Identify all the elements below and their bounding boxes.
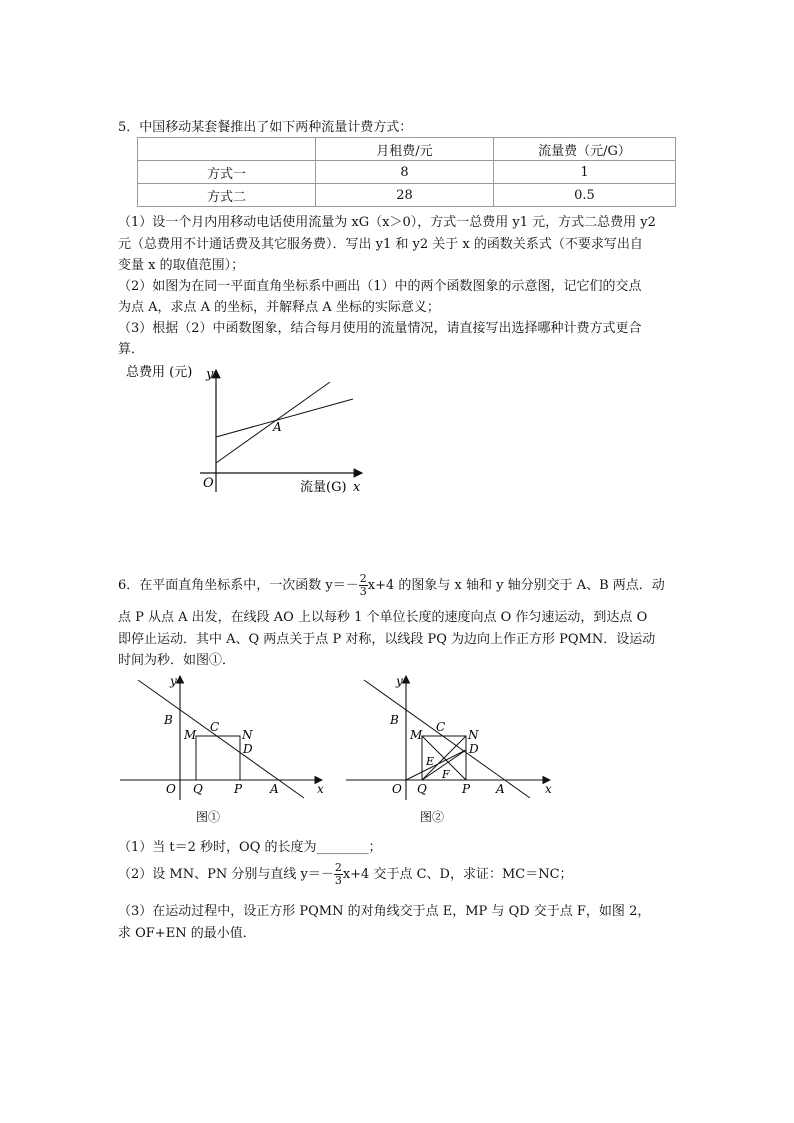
q6-part3-line1: （3）在运动过程中，设正方形 PQMN 的对角线交于点 E，MP 与 QD 交于点 F，如图 2， [118, 904, 651, 919]
point-b-label: B [164, 713, 173, 727]
line-plan-two [216, 399, 353, 437]
q6-part2-pre: （2）设 MN、PN 分别与直线 y＝－ [118, 867, 334, 882]
q6-line2: 点 P 从点 A 出发，在线段 AO 上以每秒 1 个单位长度的速度向点 O 作匀速运动，到达点 O [118, 610, 648, 625]
fraction-denominator: 3 [334, 874, 342, 887]
point-n-label: N [242, 728, 253, 742]
table-row [138, 161, 676, 184]
table-header-cell: 流量费（元/G） [494, 138, 676, 161]
origin-label: O [203, 476, 214, 491]
q5-part3-line1: （3）根据（2）中函数图象，结合每月使用的流量情况，请直接写出选择哪种计费方式更合 [118, 321, 642, 336]
y-letter: y [170, 674, 177, 688]
point-a-label: A [496, 782, 505, 796]
fee-table [137, 137, 676, 207]
point-c-label: C [210, 720, 220, 734]
table-cell: 方式一 [138, 161, 316, 184]
point-p-label: P [462, 782, 471, 796]
point-b-label: B [390, 713, 399, 727]
fraction-numerator: 2 [334, 861, 342, 874]
q5-part1-line1: （1）设一个月内用移动电话使用流量为 xG（x＞0），方式一总费用 y1 元，方式二总费用 y2 [118, 215, 656, 230]
y-axis-title: 总费用 (元) [126, 365, 193, 380]
table-cell: 1 [494, 161, 676, 184]
q6-line3: 即停止运动．其中 A、Q 两点关于点 P 对称，以线段 PQ 为边向上作正方形 PQMN．设运动 [118, 632, 656, 647]
fraction-denominator: 3 [359, 585, 367, 598]
x-axis-title: 流量(G) [300, 480, 347, 495]
x-letter: x [545, 782, 552, 796]
segment-of [406, 750, 466, 780]
x-letter: x [317, 782, 324, 796]
fraction [334, 862, 343, 887]
q5-part1-line2: 元（总费用不计通话费及其它服务费）．写出 y1 和 y2 关于 x 的函数关系式（不要求写出自 [118, 237, 643, 252]
point-f-label: F [442, 768, 450, 781]
origin-label: O [392, 782, 402, 796]
figure-2 [338, 668, 563, 830]
table-cell: 28 [316, 184, 494, 207]
q6-line4: 时间为秒．如图①． [118, 653, 236, 668]
table-cell: 方式二 [138, 184, 316, 207]
q6-part2 [118, 862, 678, 887]
fraction-numerator: 2 [359, 572, 367, 585]
square-pqmn [196, 736, 240, 780]
fee-graph [110, 360, 380, 500]
table-cell: 8 [316, 161, 494, 184]
table-header-row [138, 138, 676, 161]
q5-part2-line2: 为点 A，求点 A 的坐标，并解释点 A 坐标的实际意义； [118, 300, 440, 315]
q5-part3-line2: 算． [118, 342, 145, 357]
y-axis-letter: y [206, 367, 214, 382]
origin-label: O [166, 782, 176, 796]
x-axis-letter: x [353, 480, 361, 495]
point-e-label: E [426, 755, 435, 768]
point-a-label: A [270, 782, 279, 796]
figure-1-caption: 图① [196, 810, 221, 824]
q5-part1-line3: 变量 x 的取值范围）； [118, 258, 245, 273]
fraction [359, 573, 368, 598]
figure-2-caption: 图② [420, 810, 445, 824]
q5-part2-line1: （2）如图为在同一平面直角坐标系中画出（1）中的两个函数图象的示意图，记它们的交点 [118, 279, 642, 294]
q6-line1 [118, 573, 678, 598]
q6-part1: （1）当 t＝2 秒时，OQ 的长度为________； [118, 840, 382, 855]
y-letter: y [396, 674, 403, 688]
q6-part2-post: x+4 交于点 C、D，求证：MC＝NC； [342, 867, 573, 882]
table-header-cell: 月租费/元 [316, 138, 494, 161]
point-m-label: M [410, 728, 423, 742]
point-q-label: Q [193, 782, 203, 796]
point-d-label: D [243, 742, 253, 756]
table-cell: 0.5 [494, 184, 676, 207]
point-a-label: A [273, 420, 282, 434]
point-d-label: D [469, 742, 479, 756]
point-n-label: N [468, 728, 479, 742]
point-c-label: C [436, 720, 446, 734]
q5-intro: 5．中国移动某套餐推出了如下两种流量计费方式： [118, 120, 413, 135]
point-m-label: M [184, 728, 197, 742]
table-header-cell [138, 138, 316, 161]
figure-1 [110, 668, 335, 830]
q6-line1-post: x+4 的图象与 x 轴和 y 轴分别交于 A、B 两点．动 [367, 578, 665, 593]
q6-part3-line2: 求 OF+EN 的最小值． [118, 926, 256, 941]
point-p-label: P [234, 782, 243, 796]
q6-line1-pre: 6．在平面直角坐标系中，一次函数 y＝－ [118, 578, 359, 593]
point-q-label: Q [417, 782, 427, 796]
table-row [138, 184, 676, 207]
